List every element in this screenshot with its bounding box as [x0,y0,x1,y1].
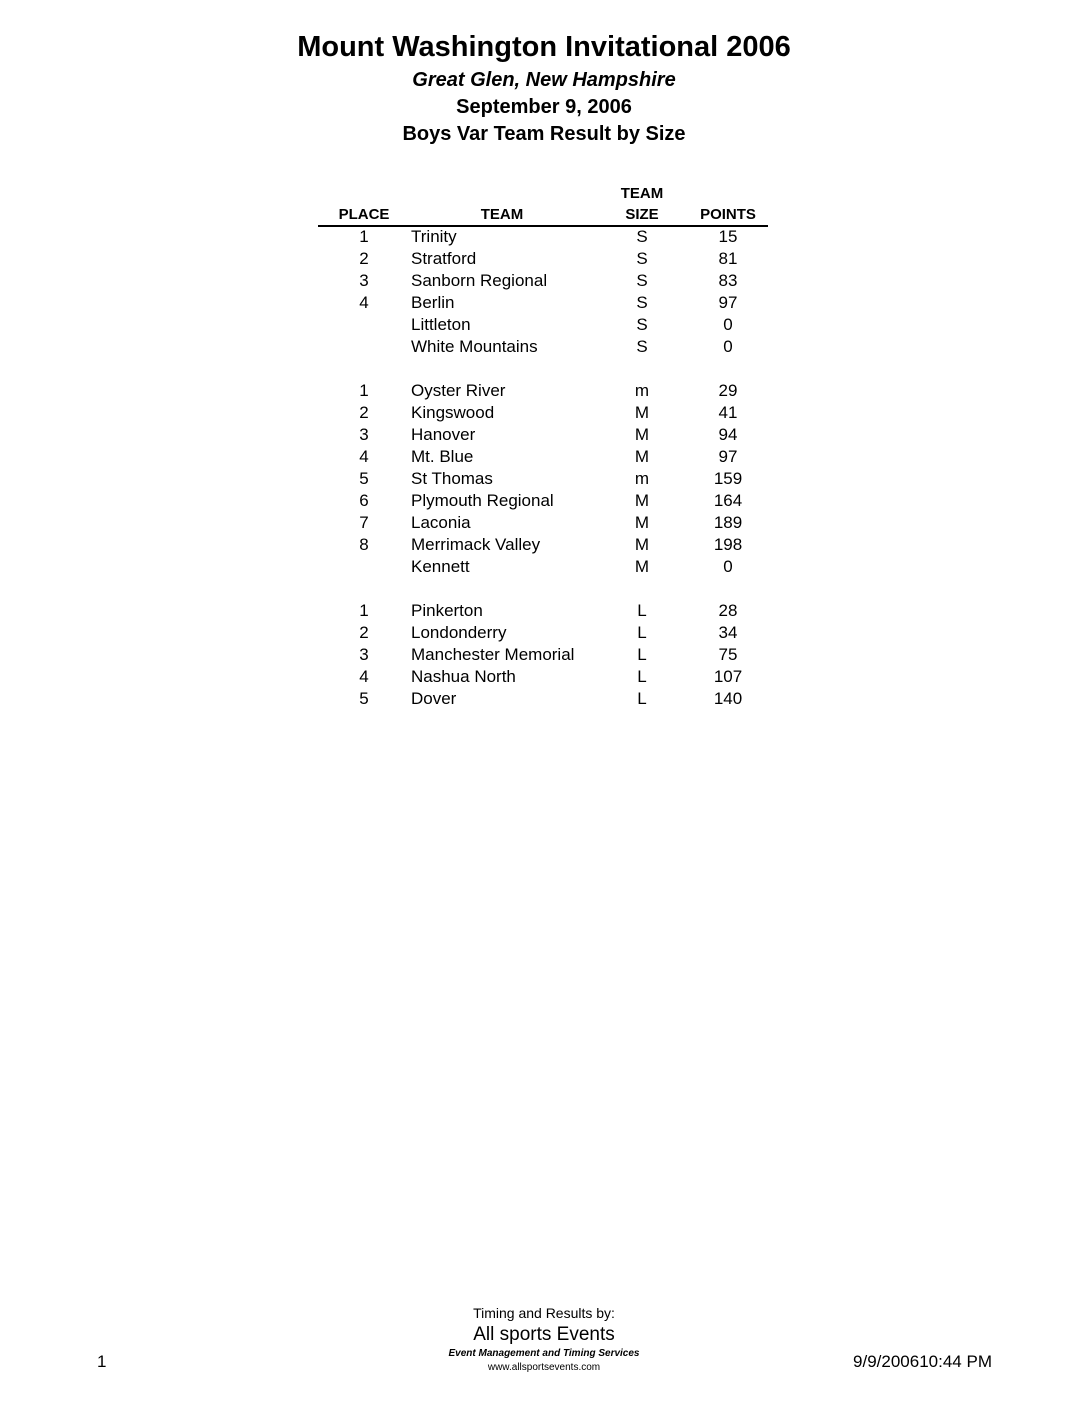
points-cell: 164 [713,491,743,510]
team-cell: Sanborn Regional [411,271,548,290]
report-title: Boys Var Team Result by Size [402,123,686,145]
group-spacer [0,578,1088,600]
points-cell: 0 [723,315,733,334]
timing-label: Timing and Results by: [473,1305,615,1321]
size-cell: M [634,513,650,532]
company-tagline: Event Management and Timing Services [448,1348,640,1359]
points-cell: 107 [713,667,743,686]
place-cell: 2 [359,249,369,268]
points-cell: 140 [713,689,743,708]
size-cell: M [634,491,650,510]
place-cell: 7 [359,513,369,532]
print-timestamp: 9/9/200610:44 PM [853,1352,992,1371]
team-cell: Berlin [411,293,455,312]
points-cell: 28 [718,601,738,620]
results-table [0,226,1088,710]
points-cell: 0 [723,337,733,356]
company-website: www.allsportsevents.com [487,1362,601,1373]
column-header-size-top: TEAM [620,185,664,202]
team-cell: Plymouth Regional [411,491,554,510]
table-row [0,248,1088,270]
team-cell: Stratford [411,249,477,268]
column-header-team: TEAM [480,206,524,223]
team-cell: Trinity [411,227,457,246]
team-cell: Nashua North [411,667,516,686]
points-cell: 75 [718,645,738,664]
points-cell: 81 [718,249,738,268]
column-header-size-bottom: SIZE [625,206,659,223]
table-row [0,336,1088,358]
place-cell: 4 [359,293,369,312]
table-row [0,446,1088,468]
table-row [0,556,1088,578]
team-cell: Littleton [411,315,471,334]
points-cell: 94 [718,425,738,444]
place-cell: 5 [359,469,369,488]
size-cell: L [637,623,647,642]
place-cell: 6 [359,491,369,510]
page-title: Mount Washington Invitational 2006 [297,31,791,63]
group-spacer [0,358,1088,380]
points-cell: 15 [718,227,738,246]
place-cell: 3 [359,425,369,444]
place-cell: 2 [359,403,369,422]
place-cell: 4 [359,667,369,686]
size-cell: S [636,249,648,268]
place-cell: 4 [359,447,369,466]
table-row [0,402,1088,424]
points-cell: 159 [713,469,743,488]
table-row [0,666,1088,688]
size-cell: M [634,447,650,466]
size-cell: S [636,227,648,246]
page-number: 1 [97,1352,107,1371]
column-header-points: POINTS [700,206,756,223]
size-cell: M [634,425,650,444]
table-row [0,270,1088,292]
team-cell: Mt. Blue [411,447,474,466]
team-cell: Merrimack Valley [411,535,541,554]
table-row [0,490,1088,512]
size-cell: L [637,601,647,620]
size-cell: L [637,689,647,708]
points-cell: 41 [718,403,738,422]
table-row [0,512,1088,534]
size-cell: L [637,645,647,664]
event-date: September 9, 2006 [456,96,632,118]
table-row [0,468,1088,490]
size-cell: m [634,469,650,488]
team-cell: St Thomas [411,469,493,488]
place-cell: 2 [359,623,369,642]
team-cell: Dover [411,689,457,708]
points-cell: 83 [718,271,738,290]
team-cell: Oyster River [411,381,506,400]
team-cell: Londonderry [411,623,507,642]
place-cell: 1 [359,227,369,246]
points-cell: 0 [723,557,733,576]
size-cell: S [636,337,648,356]
team-cell: Kennett [411,557,470,576]
points-cell: 97 [718,293,738,312]
size-cell: M [634,535,650,554]
table-row [0,424,1088,446]
size-cell: M [634,557,650,576]
company-name: All sports Events [473,1324,615,1345]
team-cell: Kingswood [411,403,495,422]
column-header-place: PLACE [338,206,390,223]
points-cell: 189 [713,513,743,532]
table-row [0,226,1088,248]
points-cell: 97 [718,447,738,466]
points-cell: 198 [713,535,743,554]
size-cell: L [637,667,647,686]
points-cell: 34 [718,623,738,642]
team-cell: Laconia [411,513,471,532]
team-cell: White Mountains [411,337,538,356]
table-row [0,600,1088,622]
points-cell: 29 [718,381,738,400]
team-cell: Pinkerton [411,601,483,620]
table-row [0,314,1088,336]
place-cell: 3 [359,271,369,290]
team-cell: Manchester Memorial [411,645,575,664]
team-cell: Hanover [411,425,476,444]
place-cell: 3 [359,645,369,664]
size-cell: M [634,403,650,422]
table-row [0,688,1088,710]
size-cell: S [636,271,648,290]
table-row [0,644,1088,666]
place-cell: 8 [359,535,369,554]
place-cell: 1 [359,601,369,620]
size-cell: S [636,293,648,312]
table-row [0,380,1088,402]
place-cell: 1 [359,381,369,400]
size-cell: m [634,381,650,400]
table-row [0,534,1088,556]
event-location: Great Glen, New Hampshire [412,69,676,91]
size-cell: S [636,315,648,334]
table-row [0,292,1088,314]
place-cell: 5 [359,689,369,708]
table-row [0,622,1088,644]
